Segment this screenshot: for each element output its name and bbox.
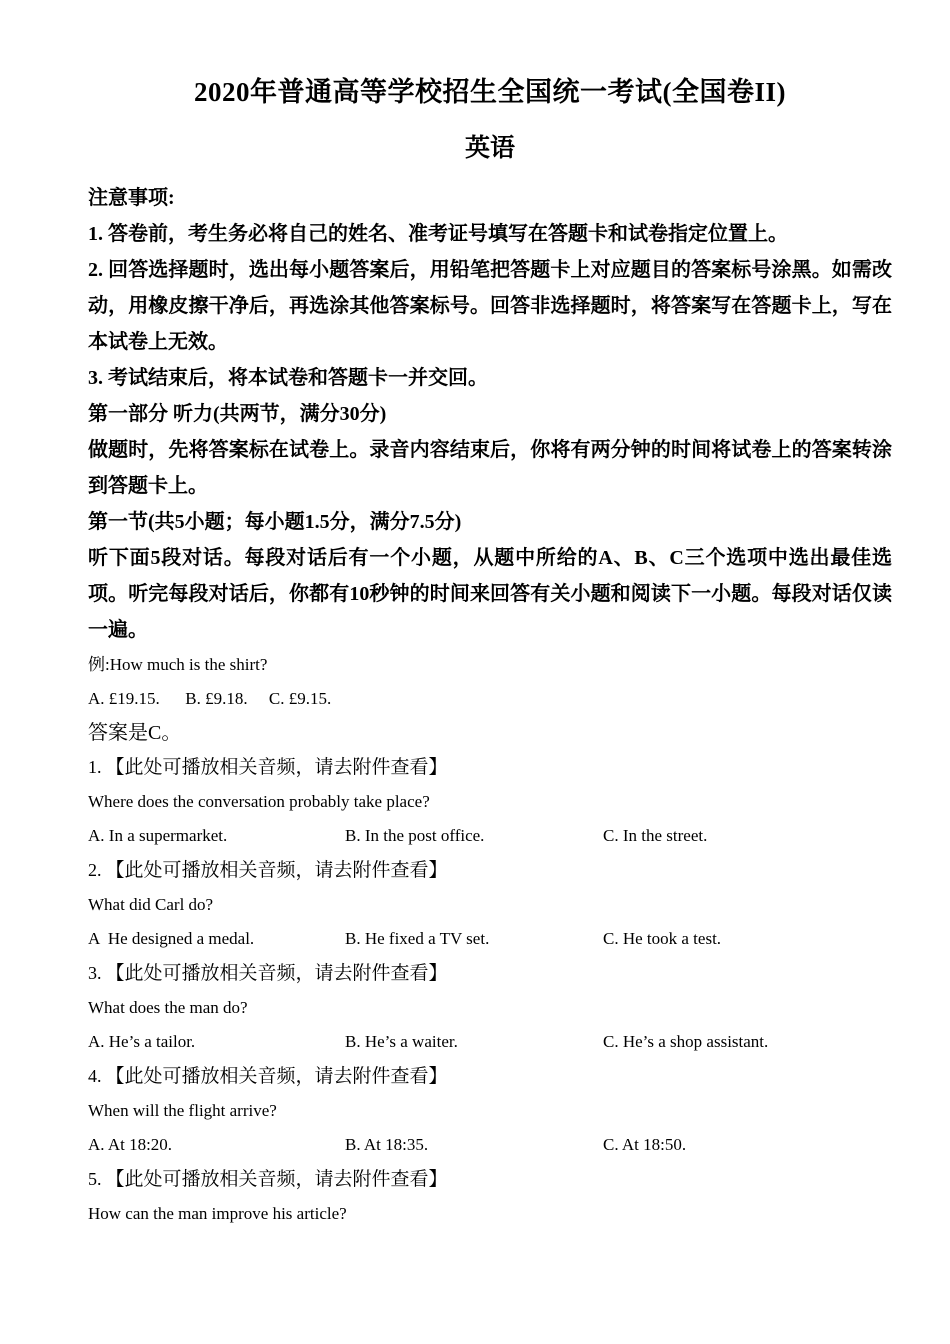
audio-placeholder-note: 【此处可播放相关音频，请去附件查看】 bbox=[105, 859, 448, 881]
option-a: A. At 18:20. bbox=[88, 1134, 173, 1154]
question-3-options bbox=[88, 1025, 892, 1059]
section1-note: 听下面5段对话。每段对话后有一个小题，从题中所给的A、B、C三个选项中选出最佳选项。听完每段对话后，你都有10秒钟的时间来回答有关小题和阅读下一小题。每段对话仅读一遍。 bbox=[88, 546, 892, 641]
question-5-audio-line bbox=[88, 1162, 892, 1197]
question-3 bbox=[88, 956, 892, 1059]
section1-heading: 第一节(共5小题；每小题1.5分，满分7.5分) bbox=[88, 510, 462, 533]
option-a: A He designed a medal. bbox=[88, 928, 255, 948]
audio-placeholder-note: 【此处可播放相关音频，请去附件查看】 bbox=[105, 1065, 448, 1087]
question-5 bbox=[88, 1162, 892, 1231]
part1-heading: 第一部分 听力(共两节，满分30分) bbox=[88, 402, 387, 425]
audio-placeholder-note: 【此处可播放相关音频，请去附件查看】 bbox=[105, 1168, 448, 1190]
question-number: 2. bbox=[88, 859, 102, 880]
option-c: C. In the street. bbox=[603, 825, 708, 845]
question-1-text: Where does the conversation probably take place? bbox=[88, 791, 430, 811]
question-3-text: What does the man do? bbox=[88, 997, 248, 1017]
notice-item-1: 1. 答卷前，考生务必将自己的姓名、准考证号填写在答题卡和试卷指定位置上。 bbox=[88, 222, 788, 245]
option-c: C. At 18:50. bbox=[603, 1134, 687, 1154]
part1-note: 做题时，先将答案标在试卷上。录音内容结束后，你将有两分钟的时间将试卷上的答案转涂到答题卡上。 bbox=[88, 438, 892, 497]
example-answer: 答案是C。 bbox=[88, 721, 182, 744]
question-3-audio-line bbox=[88, 956, 892, 991]
question-4-audio-line bbox=[88, 1059, 892, 1094]
question-1-audio-line bbox=[88, 750, 892, 785]
notice-heading: 注意事项: bbox=[88, 186, 175, 209]
option-b: B. At 18:35. bbox=[345, 1134, 429, 1154]
question-2-audio-line bbox=[88, 853, 892, 888]
question-5-text: How can the man improve his article? bbox=[88, 1203, 347, 1223]
question-number: 1. bbox=[88, 756, 102, 777]
exam-title: 2020年普通高等学校招生全国统一考试(全国卷II) bbox=[194, 77, 786, 107]
question-4-text: When will the flight arrive? bbox=[88, 1100, 277, 1120]
question-1 bbox=[88, 750, 892, 853]
question-number: 3. bbox=[88, 962, 102, 983]
option-b: B. He’s a waiter. bbox=[345, 1031, 458, 1051]
exam-subject: 英语 bbox=[464, 134, 515, 162]
question-2-text: What did Carl do? bbox=[88, 894, 214, 914]
question-1-options bbox=[88, 819, 892, 853]
option-c: C. He took a test. bbox=[603, 928, 722, 948]
question-number: 4. bbox=[88, 1065, 102, 1086]
audio-placeholder-note: 【此处可播放相关音频，请去附件查看】 bbox=[105, 962, 448, 984]
question-4-options bbox=[88, 1128, 892, 1162]
option-c: C. He’s a shop assistant. bbox=[603, 1031, 769, 1051]
option-a: A. In a supermarket. bbox=[88, 825, 228, 845]
question-2 bbox=[88, 853, 892, 956]
option-a: A. He’s a tailor. bbox=[88, 1031, 196, 1051]
example-question: 例:How much is the shirt? bbox=[88, 654, 268, 674]
notice-item-2: 2. 回答选择题时，选出每小题答案后，用铅笔把答题卡上对应题目的答案标号涂黑。如需改动，用橡皮擦干净后，再选涂其他答案标号。回答非选择题时，将答案写在答题卡上，写在本试卷上无效。 bbox=[88, 258, 892, 353]
question-4 bbox=[88, 1059, 892, 1162]
question-number: 5. bbox=[88, 1168, 102, 1189]
option-b: B. He fixed a TV set. bbox=[345, 928, 490, 948]
example-options-line: A. £19.15. B. £9.18. C. £9.15. bbox=[88, 688, 332, 708]
option-b: B. In the post office. bbox=[345, 825, 485, 845]
question-2-options bbox=[88, 922, 892, 956]
notice-item-3: 3. 考试结束后，将本试卷和答题卡一并交回。 bbox=[88, 366, 488, 389]
audio-placeholder-note: 【此处可播放相关音频，请去附件查看】 bbox=[105, 756, 448, 778]
